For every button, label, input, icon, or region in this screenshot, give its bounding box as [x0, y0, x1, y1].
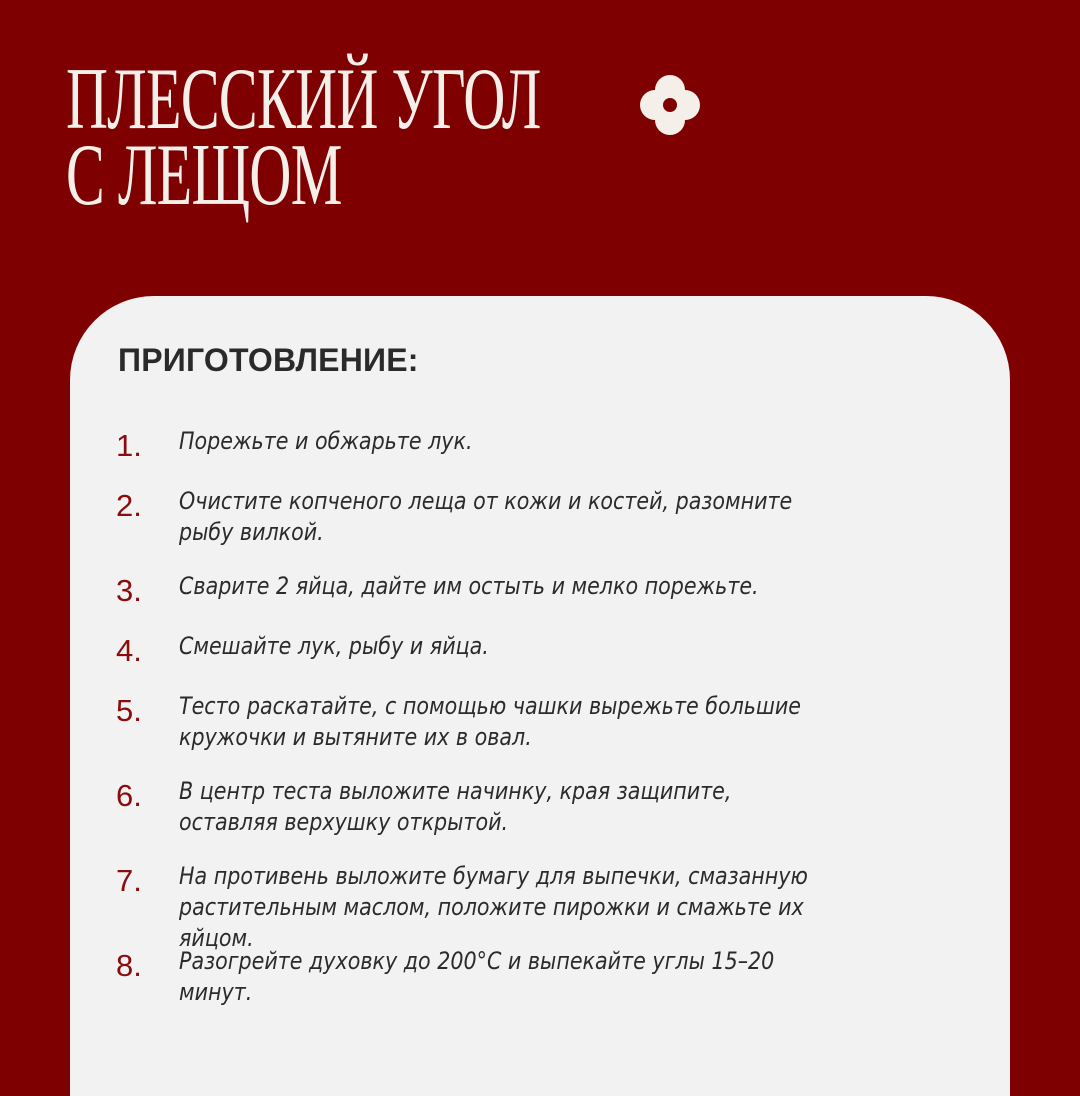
- step-text: Сварите 2 яйца, дайте им остыть и мелко порежьте.: [179, 572, 759, 600]
- step-number: 8.: [116, 948, 142, 983]
- step-number: 2.: [116, 488, 142, 523]
- step-number: 5.: [116, 693, 142, 728]
- step-text: Тесто раскатайте, с помощью чашки вырежьте большие кружочки и вытяните их в овал.: [179, 692, 801, 751]
- step-number: 4.: [116, 633, 142, 668]
- step-text: Очистите копченого леща от кожи и костей, разомните рыбу вилкой.: [179, 487, 793, 546]
- section-title: ПРИГОТОВЛЕНИЕ:: [118, 342, 419, 378]
- quatrefoil-flower-icon: [638, 73, 702, 137]
- step-text: Разогрейте духовку до 200°C и выпекайте углы 15–20 минут.: [179, 947, 775, 1006]
- title-line-1: ПЛЕССКИЙ УГОЛ: [66, 51, 541, 148]
- step-text: Порежьте и обжарьте лук.: [179, 427, 473, 455]
- step-text: Смешайте лук, рыбу и яйца.: [179, 632, 489, 660]
- step-number: 3.: [116, 573, 142, 608]
- step-number: 7.: [116, 863, 142, 898]
- step-number: 1.: [116, 428, 142, 463]
- page-title: [66, 51, 541, 224]
- recipe-card: [70, 296, 1010, 1096]
- step-text: На противень выложите бумагу для выпечки, смазанную растительным маслом, положите пирожки и смажьте их яйцом.: [179, 862, 808, 952]
- step-text: В центр теста выложите начинку, края защипите, оставляя верхушку открытой.: [179, 777, 732, 836]
- title-line-2: С ЛЕЩОМ: [66, 127, 342, 224]
- step-number: 6.: [116, 778, 142, 813]
